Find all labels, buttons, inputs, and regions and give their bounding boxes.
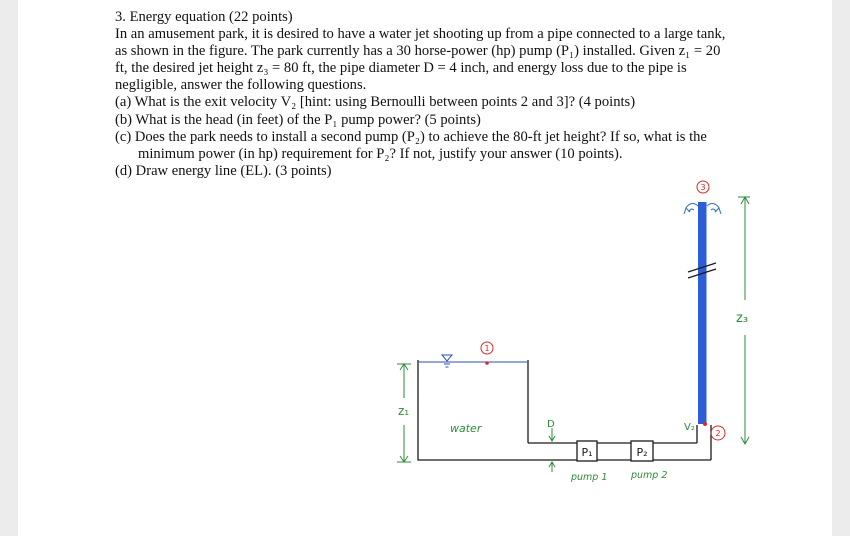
question-c: (c) Does the park needs to install a second pump (P₂) to achieve the 80-ft jet height? If so, what is the	[115, 128, 707, 145]
problem-heading: 3. Energy equation (22 points)	[115, 9, 293, 25]
pump-2-caption: pump 2	[631, 470, 668, 481]
question-b: (b) What is the head (in feet) of the P₁ pump power? (5 points)	[115, 111, 481, 128]
diameter-label: D	[547, 419, 555, 430]
diameter-arrow	[549, 428, 555, 472]
point-3-label: 3	[700, 183, 706, 192]
intro-line: In an amusement park, it is desired to have a water jet shooting up from a pipe connected to a large tank,	[115, 26, 726, 43]
tank-walls	[418, 360, 577, 460]
free-surface-icon	[442, 355, 452, 367]
pump-2-symbol: P₂	[636, 446, 648, 459]
pump-1-symbol: P₁	[581, 446, 593, 459]
vertical-pipe	[698, 202, 707, 424]
question-c-continued: minimum power (in hp) requirement for P₂? If not, justify your answer (10 points).	[138, 145, 623, 162]
z1-label: z₁	[398, 404, 410, 418]
intro-line: negligible, answer the following questions.	[115, 77, 367, 94]
v2-label: V₂	[684, 422, 695, 433]
intro-line: ft, the desired jet height z₃ = 80 ft, the pipe diameter D = 4 inch, and energy loss due to the pipe is	[115, 60, 687, 77]
pump-1-caption: pump 1	[571, 472, 608, 483]
question-d: (d) Draw energy line (EL). (3 points)	[115, 162, 332, 179]
intro-line: as shown in the figure. The park currently has a 30 horse-power (hp) pump (P₁) installed. Given z₁ = 20	[115, 43, 721, 60]
water-label: water	[450, 422, 482, 435]
point-1-marker	[485, 361, 489, 365]
point-2-label: 2	[715, 429, 721, 438]
question-a: (a) What is the exit velocity V₂ [hint: using Bernoulli between points 2 and 3]? (4 points)	[115, 94, 636, 111]
point-2-marker	[703, 422, 707, 426]
point-1-label: 1	[484, 344, 490, 353]
z3-label: z₃	[736, 311, 749, 326]
